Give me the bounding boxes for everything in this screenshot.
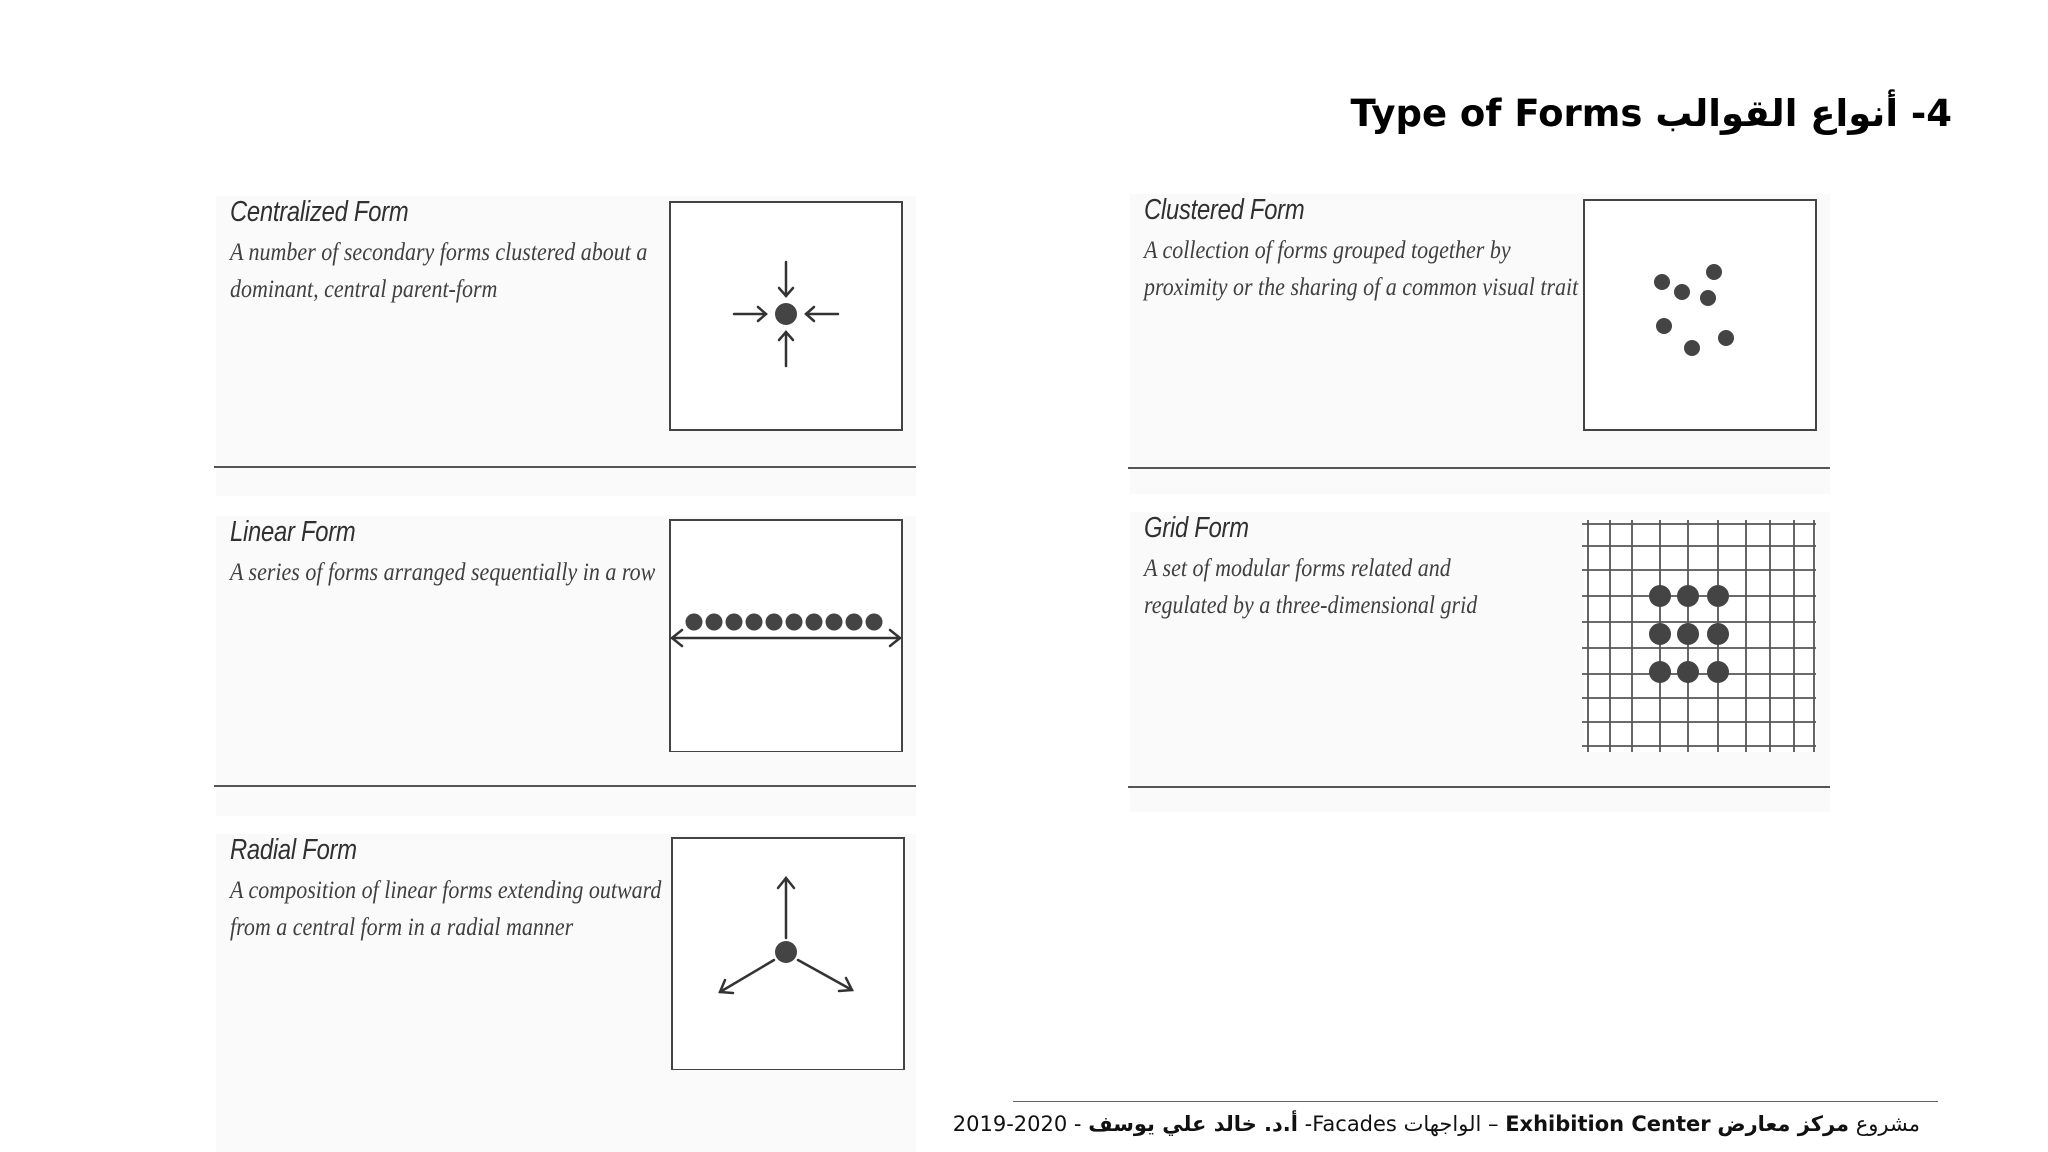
radial-form-diagram (668, 836, 908, 1070)
linear-form-description: A series of forms arranged sequentially in a row (230, 559, 656, 586)
radial-form-panel (216, 834, 916, 1152)
radial-form-description: A composition of linear forms extending outward from a central form in a radial manner (230, 877, 662, 941)
grid-form-diagram (1580, 518, 1820, 752)
grid-form-title: Grid Form (1144, 512, 1249, 544)
footer-center-ar: مركز معارض (1717, 1112, 1850, 1136)
clustered-form-description: A collection of forms grouped together by proximity or the sharing of a common visual trait (1144, 237, 1579, 301)
divider (214, 785, 916, 787)
footer-project: مشروع (1855, 1112, 1920, 1136)
clustered-form-panel (1130, 194, 1830, 494)
clustered-form-diagram (1580, 198, 1820, 432)
divider (214, 466, 916, 468)
divider (1128, 467, 1830, 469)
divider (1128, 786, 1830, 788)
centralized-form-panel (216, 196, 916, 496)
footer-rule (1013, 1101, 1938, 1102)
centralized-form-title: Centralized Form (230, 196, 409, 228)
footer-facades-ar: الواجهات (1403, 1112, 1482, 1136)
linear-form-panel (216, 516, 916, 816)
linear-form-title: Linear Form (230, 516, 356, 548)
grid-form-panel (1130, 512, 1830, 812)
centralized-form-diagram (666, 200, 906, 434)
grid-form-description: A set of modular forms related and regulated by a three-dimensional grid (1144, 555, 1478, 619)
footer-center-en: Exhibition Center (1505, 1112, 1711, 1136)
centralized-form-description: A number of secondary forms clustered about a dominant, central parent-form (230, 239, 648, 303)
footer-years: - 2020-2019 (952, 1112, 1082, 1136)
slide-title: 4- أنواع القوالب Type of Forms (1350, 92, 1952, 135)
linear-form-diagram (666, 518, 906, 752)
radial-form-title: Radial Form (230, 834, 357, 866)
footer-author: أ.د. خالد علي يوسف (1088, 1112, 1298, 1136)
clustered-form-title: Clustered Form (1144, 194, 1305, 226)
footer-dash: – (1488, 1112, 1499, 1136)
footer (953, 1112, 1920, 1136)
footer-facades-en: Facades- (1304, 1112, 1397, 1136)
